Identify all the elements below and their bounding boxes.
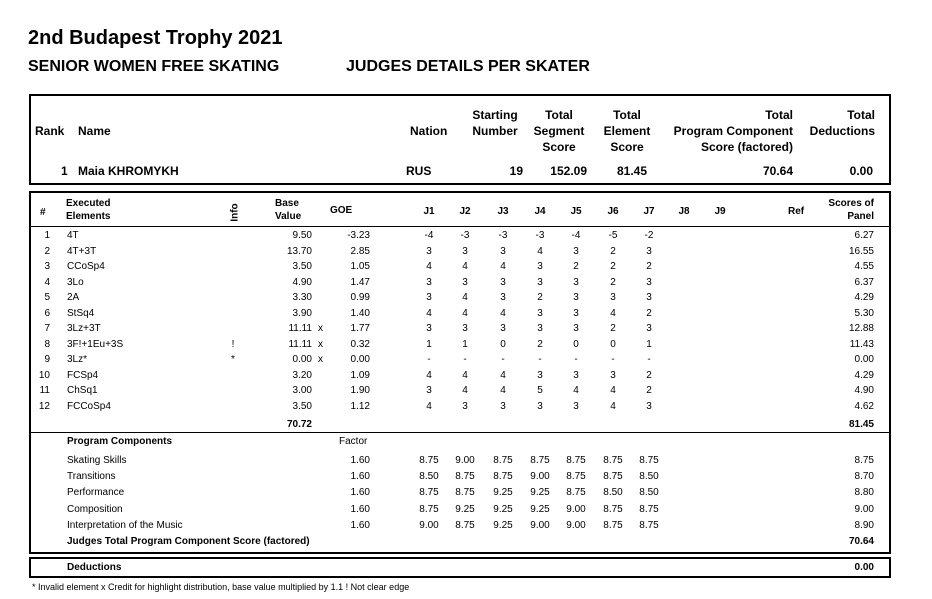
- element-number: 9: [44, 354, 50, 365]
- pcs-total-label: Judges Total Program Component Score (factored): [67, 536, 310, 547]
- element-goe: 0.99: [350, 292, 370, 303]
- element-number: 2: [44, 246, 50, 257]
- element-base-value: 3.50: [292, 401, 312, 412]
- pcs-judge-score: 9.00: [455, 455, 475, 466]
- pcs-judge-score: 8.75: [639, 455, 659, 466]
- element-judge-score: -: [611, 354, 615, 365]
- element-name: 4T: [67, 230, 79, 241]
- element-judge-score: -3: [498, 230, 508, 241]
- pcs-name: Skating Skills: [67, 455, 127, 466]
- element-judge-score: 2: [573, 261, 579, 272]
- element-goe: 2.85: [350, 246, 370, 257]
- total-deductions-header: Total Deductions: [809, 108, 875, 138]
- element-number: 4: [44, 277, 50, 288]
- pcs-judge-score: 8.75: [639, 504, 659, 515]
- element-judge-score: 4: [573, 385, 579, 396]
- skater-total-pcs: 70.64: [762, 164, 793, 178]
- judge-header-6: J6: [607, 206, 619, 217]
- element-judge-score: 4: [426, 261, 432, 272]
- element-judge-score: 3: [462, 401, 468, 412]
- element-goe: 0.00: [350, 354, 370, 365]
- element-judge-score: -: [574, 354, 578, 365]
- element-base-value: 0.00: [292, 354, 312, 365]
- element-judge-score: 0: [500, 339, 506, 350]
- pcs-panel-score: 9.00: [854, 504, 874, 515]
- element-panel-score: 5.30: [854, 308, 874, 319]
- element-judge-score: 3: [573, 401, 579, 412]
- element-judge-score: 2: [646, 261, 652, 272]
- skater-starting-number: 19: [509, 164, 523, 178]
- info-header: Info: [229, 203, 241, 222]
- skater-nation: RUS: [406, 164, 432, 178]
- details-title: JUDGES DETAILS PER SKATER: [346, 58, 590, 75]
- judge-header-1: J1: [423, 206, 435, 217]
- element-bonus-mark: x: [318, 339, 323, 350]
- pcs-judge-score: 8.75: [639, 520, 659, 531]
- pcs-judge-score: 8.75: [566, 455, 586, 466]
- judge-header-7: J7: [643, 206, 655, 217]
- pcs-judge-score: 9.25: [455, 504, 475, 515]
- element-judge-score: 3: [537, 370, 543, 381]
- factor-label: Factor: [339, 436, 368, 447]
- skater-total-element: 81.45: [616, 164, 647, 178]
- element-number: 12: [38, 401, 50, 412]
- pcs-judge-score: 9.00: [419, 520, 439, 531]
- element-judge-score: 3: [500, 401, 506, 412]
- element-judge-score: 2: [610, 323, 616, 334]
- pcs-judge-score: 9.00: [566, 520, 586, 531]
- skater-rank: 1: [61, 164, 68, 178]
- element-goe: 1.05: [350, 261, 370, 272]
- pcs-panel-score: 8.80: [854, 487, 874, 498]
- element-judge-score: -5: [608, 230, 618, 241]
- element-judge-score: -: [463, 354, 467, 365]
- pcs-panel-score: 8.90: [854, 520, 874, 531]
- element-judge-score: 3: [646, 277, 652, 288]
- element-judge-score: 4: [462, 308, 468, 319]
- element-judge-score: 2: [646, 308, 652, 319]
- element-judge-score: 3: [500, 323, 506, 334]
- element-judge-score: 3: [426, 277, 432, 288]
- base-total: 70.72: [286, 419, 312, 430]
- pcs-factor: 1.60: [350, 487, 370, 498]
- pcs-name: Performance: [67, 487, 125, 498]
- element-judge-score: 0: [610, 339, 616, 350]
- element-goe: 1.12: [350, 401, 370, 412]
- pcs-judge-score: 8.75: [455, 471, 475, 482]
- element-info: *: [231, 354, 235, 365]
- element-judge-score: 4: [610, 385, 616, 396]
- element-number: 7: [44, 323, 50, 334]
- pcs-judge-score: 8.75: [419, 504, 439, 515]
- pcs-factor: 1.60: [350, 455, 370, 466]
- name-header: Name: [78, 124, 111, 138]
- pcs-judge-score: 8.75: [566, 487, 586, 498]
- element-judge-score: 3: [610, 292, 616, 303]
- pcs-judge-score: 8.75: [419, 455, 439, 466]
- element-base-value: 9.50: [292, 230, 312, 241]
- element-judge-score: 1: [426, 339, 432, 350]
- element-judge-score: 3: [573, 308, 579, 319]
- element-base-value: 11.11: [288, 339, 312, 350]
- segment-title: SENIOR WOMEN FREE SKATING: [28, 58, 280, 75]
- pcs-judge-score: 8.50: [419, 471, 439, 482]
- element-judge-score: 1: [462, 339, 468, 350]
- summary-box: [29, 94, 891, 185]
- element-judge-score: 3: [646, 323, 652, 334]
- program-components-label: Program Components: [67, 436, 173, 447]
- element-name: 3Lz+3T: [67, 323, 101, 334]
- total-pcs-header: Total Program Component Score (factored): [673, 108, 793, 154]
- element-name: ChSq1: [67, 385, 98, 396]
- skater-total-deductions: 0.00: [849, 164, 873, 178]
- element-judge-score: -: [501, 354, 505, 365]
- element-base-value: 13.70: [286, 246, 312, 257]
- element-judge-score: 2: [537, 339, 543, 350]
- element-name: FCCoSp4: [67, 401, 111, 412]
- element-panel-score: 4.55: [854, 261, 874, 272]
- element-judge-score: 3: [573, 277, 579, 288]
- element-base-value: 3.90: [292, 308, 312, 319]
- element-panel-score: 6.37: [854, 277, 874, 288]
- element-base-value: 4.90: [292, 277, 312, 288]
- deductions-value: 0.00: [854, 562, 874, 573]
- pcs-judge-score: 8.50: [639, 487, 659, 498]
- element-judge-score: 3: [573, 323, 579, 334]
- num-header: #: [40, 207, 46, 218]
- element-name: 3F!+1Eu+3S: [67, 339, 124, 350]
- element-panel-score: 11.43: [849, 339, 874, 350]
- element-judge-score: 3: [646, 292, 652, 303]
- pcs-factor: 1.60: [350, 504, 370, 515]
- judge-header-4: J4: [534, 206, 546, 217]
- element-goe: -3.23: [347, 230, 370, 241]
- judge-header-3: J3: [497, 206, 509, 217]
- element-name: CCoSp4: [67, 261, 105, 272]
- element-name: 3Lz*: [67, 354, 88, 365]
- element-number: 5: [44, 292, 50, 303]
- element-name: 2A: [67, 292, 80, 303]
- element-judge-score: 2: [537, 292, 543, 303]
- element-goe: 1.09: [350, 370, 370, 381]
- pcs-judge-score: 9.00: [530, 520, 550, 531]
- element-panel-score: 6.27: [854, 230, 874, 241]
- pcs-judge-score: 9.00: [530, 471, 550, 482]
- pcs-panel-score: 8.70: [854, 471, 874, 482]
- element-judge-score: 3: [646, 246, 652, 257]
- element-judge-score: 1: [646, 339, 652, 350]
- element-judge-score: 3: [462, 246, 468, 257]
- pcs-judge-score: 9.25: [493, 487, 513, 498]
- event-title: 2nd Budapest Trophy 2021: [28, 27, 283, 49]
- element-base-value: 3.50: [292, 261, 312, 272]
- element-judge-score: 3: [500, 292, 506, 303]
- element-judge-score: 4: [426, 370, 432, 381]
- element-number: 3: [44, 261, 50, 272]
- pcs-judge-score: 8.75: [603, 504, 623, 515]
- element-goe: 1.47: [350, 277, 370, 288]
- element-judge-score: 3: [426, 246, 432, 257]
- element-judge-score: 4: [426, 401, 432, 412]
- pcs-judge-score: 9.00: [566, 504, 586, 515]
- element-judge-score: -4: [571, 230, 581, 241]
- element-judge-score: 4: [500, 370, 506, 381]
- judge-header-2: J2: [459, 206, 471, 217]
- pcs-judge-score: 8.75: [455, 487, 475, 498]
- element-name: 4T+3T: [67, 246, 97, 257]
- starting-number-header: Starting Number: [472, 108, 518, 138]
- deductions-box: [29, 557, 891, 578]
- pcs-name: Interpretation of the Music: [67, 520, 183, 531]
- element-judge-score: 0: [573, 339, 579, 350]
- element-judge-score: 2: [610, 261, 616, 272]
- pcs-name: Composition: [67, 504, 123, 515]
- element-judge-score: 2: [610, 246, 616, 257]
- skater-name: Maia KHROMYKH: [78, 164, 179, 178]
- pcs-judge-score: 9.25: [493, 504, 513, 515]
- element-judge-score: 3: [573, 370, 579, 381]
- element-judge-score: -2: [644, 230, 654, 241]
- element-base-value: 3.00: [292, 385, 312, 396]
- element-judge-score: 3: [537, 401, 543, 412]
- pcs-judge-score: 8.75: [566, 471, 586, 482]
- element-goe: 1.77: [350, 323, 370, 334]
- pcs-judge-score: 8.50: [603, 487, 623, 498]
- pcs-judge-score: 8.75: [455, 520, 475, 531]
- deductions-label: Deductions: [67, 562, 122, 573]
- element-judge-score: -3: [460, 230, 470, 241]
- element-base-value: 3.30: [292, 292, 312, 303]
- element-judge-score: 4: [462, 261, 468, 272]
- pcs-judge-score: 8.75: [419, 487, 439, 498]
- pcs-judge-score: 9.25: [530, 504, 550, 515]
- pcs-judge-score: 8.75: [603, 455, 623, 466]
- element-name: StSq4: [67, 308, 95, 319]
- pcs-panel-score: 8.75: [854, 455, 874, 466]
- pcs-name: Transitions: [67, 471, 116, 482]
- element-judge-score: 3: [462, 323, 468, 334]
- element-judge-score: 2: [646, 370, 652, 381]
- element-judge-score: 5: [537, 385, 543, 396]
- element-judge-score: 3: [537, 277, 543, 288]
- element-number: 10: [38, 370, 50, 381]
- ref-header: Ref: [788, 206, 805, 217]
- element-judge-score: 3: [500, 277, 506, 288]
- element-panel-score: 12.88: [848, 323, 874, 334]
- element-panel-score: 4.29: [854, 292, 874, 303]
- judge-header-5: J5: [570, 206, 582, 217]
- element-judge-score: 4: [462, 370, 468, 381]
- scores-panel-header: Scores of Panel: [828, 198, 874, 222]
- element-judge-score: 2: [610, 277, 616, 288]
- element-bonus-mark: x: [318, 354, 323, 365]
- element-judge-score: 4: [610, 308, 616, 319]
- element-panel-score: 4.29: [854, 370, 874, 381]
- element-judge-score: -: [647, 354, 651, 365]
- element-panel-score: 0.00: [854, 354, 874, 365]
- pcs-judge-score: 8.50: [639, 471, 659, 482]
- element-name: 3Lo: [67, 277, 84, 288]
- pcs-judge-score: 9.25: [493, 520, 513, 531]
- element-number: 6: [44, 308, 50, 319]
- element-judge-score: 2: [646, 385, 652, 396]
- pcs-total: 70.64: [848, 536, 874, 547]
- element-judge-score: 4: [610, 401, 616, 412]
- element-judge-score: 3: [426, 323, 432, 334]
- element-total: 81.45: [848, 419, 874, 430]
- element-judge-score: 3: [500, 246, 506, 257]
- pcs-judge-score: 8.75: [493, 471, 513, 482]
- pcs-factor: 1.60: [350, 520, 370, 531]
- element-judge-score: -4: [424, 230, 434, 241]
- skater-total-segment: 152.09: [550, 164, 587, 178]
- element-info: !: [231, 339, 235, 350]
- pcs-judge-score: 9.25: [530, 487, 550, 498]
- element-name: FCSp4: [67, 370, 99, 381]
- element-judge-score: 4: [462, 385, 468, 396]
- element-judge-score: -3: [535, 230, 545, 241]
- element-judge-score: 4: [537, 246, 543, 257]
- element-judge-score: 3: [610, 370, 616, 381]
- judge-header-8: J8: [678, 206, 690, 217]
- element-judge-score: 3: [462, 277, 468, 288]
- element-panel-score: 16.55: [848, 246, 874, 257]
- element-judge-score: 4: [426, 308, 432, 319]
- pcs-judge-score: 8.75: [530, 455, 550, 466]
- element-goe: 1.90: [350, 385, 370, 396]
- element-judge-score: 3: [537, 308, 543, 319]
- element-judge-score: -: [427, 354, 431, 365]
- element-judge-score: 3: [426, 385, 432, 396]
- base-value-header: Base Value: [275, 198, 302, 222]
- element-bonus-mark: x: [318, 323, 323, 334]
- element-panel-score: 4.62: [854, 401, 874, 412]
- element-judge-score: 3: [537, 261, 543, 272]
- element-judge-score: 3: [573, 292, 579, 303]
- element-base-value: 11.11: [288, 323, 312, 334]
- rank-header: Rank: [35, 124, 65, 138]
- goe-header: GOE: [330, 205, 353, 216]
- element-judge-score: 3: [573, 246, 579, 257]
- total-element-header: Total Element Score: [603, 108, 651, 154]
- element-base-value: 3.20: [292, 370, 312, 381]
- judge-header-9: J9: [714, 206, 726, 217]
- pcs-factor: 1.60: [350, 471, 370, 482]
- element-judge-score: 4: [500, 261, 506, 272]
- element-judge-score: 3: [537, 323, 543, 334]
- element-judge-score: -: [538, 354, 542, 365]
- pcs-judge-score: 8.75: [493, 455, 513, 466]
- element-judge-score: 3: [426, 292, 432, 303]
- element-goe: 1.40: [350, 308, 370, 319]
- element-judge-score: 4: [500, 308, 506, 319]
- element-panel-score: 4.90: [854, 385, 874, 396]
- element-number: 1: [44, 230, 50, 241]
- element-judge-score: 4: [500, 385, 506, 396]
- elements-divider: [31, 432, 889, 433]
- total-segment-header: Total Segment Score: [533, 108, 585, 154]
- element-judge-score: 4: [462, 292, 468, 303]
- pcs-judge-score: 8.75: [603, 520, 623, 531]
- element-judge-score: 3: [646, 401, 652, 412]
- element-number: 8: [44, 339, 50, 350]
- element-goe: 0.32: [350, 339, 370, 350]
- executed-elements-header: Executed Elements: [66, 198, 111, 222]
- legend: * Invalid element x Credit for highlight distribution, base value multiplied by 1.1 ! Not clear edge: [32, 582, 410, 592]
- element-number: 11: [39, 385, 50, 396]
- pcs-judge-score: 8.75: [603, 471, 623, 482]
- nation-header: Nation: [410, 124, 448, 138]
- header-divider: [31, 226, 889, 227]
